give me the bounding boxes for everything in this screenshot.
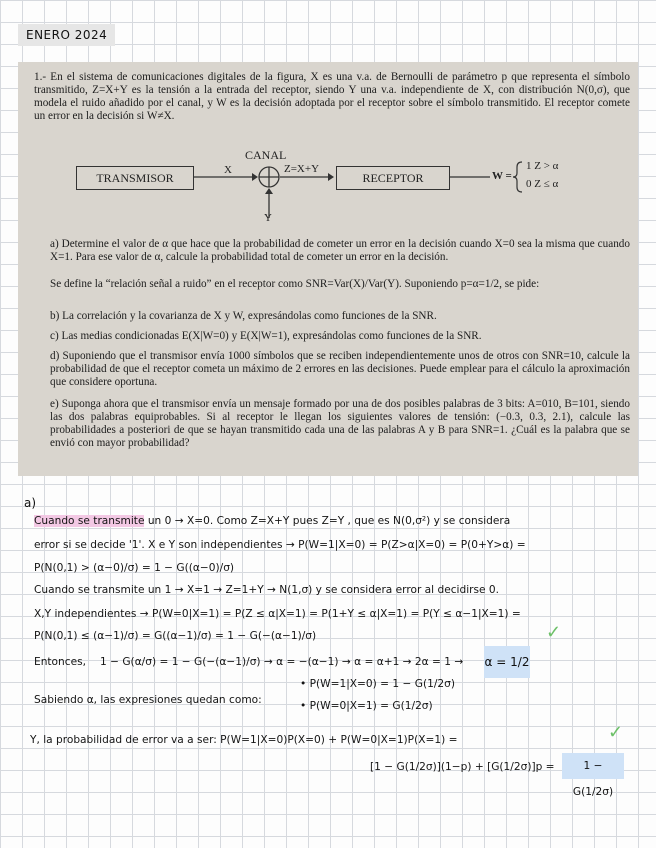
check-mark-icon: ✓ — [546, 622, 562, 642]
answer-line-9a: Sabiendo α, las expresiones quedan como: — [34, 694, 262, 706]
decision-case-0: 0 Z ≤ α — [526, 178, 559, 190]
decision-case-1: 1 Z > α — [526, 160, 559, 172]
answer-line-11: [1 − G(1/2σ)](1−p) + [G(1/2σ)]p = — [370, 761, 555, 773]
final-result-box: 1 − G(1/2σ) — [562, 753, 624, 779]
answer-line-7a: Entonces, — [34, 656, 86, 668]
answer-line-5: X,Y independientes → P(W=0|X=1) = P(Z ≤ α|X=1) = P(1+Y ≤ α|X=1) = P(Y ≤ α−1|X=1) = — [34, 608, 521, 620]
item-c: c) Las medias condicionadas E(X|W=0) y E(X|W=1), expresándolas como funciones de la SNR. — [50, 330, 482, 342]
check-mark-icon-2: ✓ — [608, 722, 624, 742]
answer-line-7b: 1 − G(α/σ) = 1 − G(−(α−1)/σ) → α = −(α−1) → α = α+1 → 2α = 1 → — [100, 656, 464, 668]
date-header-tag: ENERO 2024 — [18, 24, 115, 46]
y-label: Y — [264, 212, 272, 224]
receptor-box: RECEPTOR — [336, 166, 450, 190]
answer-line-9b: • P(W=0|X=1) = G(1/2σ) — [300, 700, 433, 712]
x-label: X — [224, 164, 232, 176]
problem-statement-photo — [18, 62, 638, 476]
snr-definition: Se define la “relación señal a ruido” en el receptor como SNR=Var(X)/Var(Y). Suponiendo p=α=1/2, se pide: — [50, 278, 540, 290]
answer-line-8: • P(W=1|X=0) = 1 − G(1/2σ) — [300, 678, 456, 690]
answer-line-10: Y, la probabilidad de error va a ser: P(W=1|X=0)P(X=0) + P(W=0|X=1)P(X=1) = — [30, 734, 458, 746]
answer-label: a) — [24, 496, 37, 510]
alpha-result-box: α = 1/2 — [484, 646, 530, 678]
z-label: Z=X+Y — [284, 163, 320, 175]
answer-line-2: error si se decide '1'. X e Y son independientes → P(W=1|X=0) = P(Z>α|X=0) = P(0+Y>α) = — [34, 539, 526, 551]
problem-intro: 1.- En el sistema de comunicaciones digitales de la figura, X es una v.a. de Bernoulli de parámetro p que representa el símbolo transmitido, Z=X+Y es la tensión a la entrada del receptor, siendo Y una v.a. independiente de X, con distribución N(0,σ), que modela el ruido añadido por el canal, y W es la decisión adoptada por el receptor sobre el símbolo transmitido. El receptor comete un error en la decisión si W≠X. — [34, 71, 630, 122]
answer-line-1 — [34, 515, 510, 527]
item-d: d) Suponiendo que el transmisor envía 1000 símbolos que se reciben independientemente unos de otros con SNR=10, calcule la probabilidad de que el receptor cometa un máximo de 2 errores en las decisiones. Puede emplear para el cálculo la aproximación que considere oportuna. — [50, 350, 630, 388]
w-label: W = — [492, 170, 512, 182]
answer-line-4: Cuando se transmite un 1 → X=1 → Z=1+Y → N(1,σ) y se considera error al decidirse 0. — [34, 584, 500, 596]
answer-line-6: P(N(0,1) ≤ (α−1)/σ) = G((α−1)/σ) = 1 − G(−(α−1)/σ) — [34, 630, 317, 642]
item-b: b) La correlación y la covarianza de X y W, expresándolas como funciones de la SNR. — [50, 310, 437, 322]
answer-line-3: P(N(0,1) > (α−0)/σ) = 1 − G((α−0)/σ) — [34, 562, 235, 574]
item-e: e) Suponga ahora que el transmisor envía un mensaje formado por una de dos posibles palabras de 3 bits: A=010, B=101, siendo las dos palabras equiprobables. Si al receptor le llegan los siguientes valores de tensión: (−0.3, 0.3, 2.1), calcule las probabilidades a posteriori de que se hayan transmitido cada una de las palabras A y B para SNR=1. ¿Cuál es la palabra que se envió con mayor probabilidad? — [50, 398, 630, 449]
item-a: a) Determine el valor de α que hace que la probabilidad de cometer un error en la decisión cuando X=0 sea la misma que cuando X=1. Para ese valor de α, calcule la probabilidad total de cometer un error en la decisión. — [50, 238, 630, 263]
canal-label: CANAL — [245, 148, 287, 162]
highlighted-phrase: Cuando se transmite — [34, 515, 145, 527]
transmisor-box: TRANSMISOR — [76, 166, 194, 190]
answer-line-1-rest: un 0 → X=0. Como Z=X+Y pues Z=Y , que es N(0,σ²) y se considera — [144, 515, 511, 527]
